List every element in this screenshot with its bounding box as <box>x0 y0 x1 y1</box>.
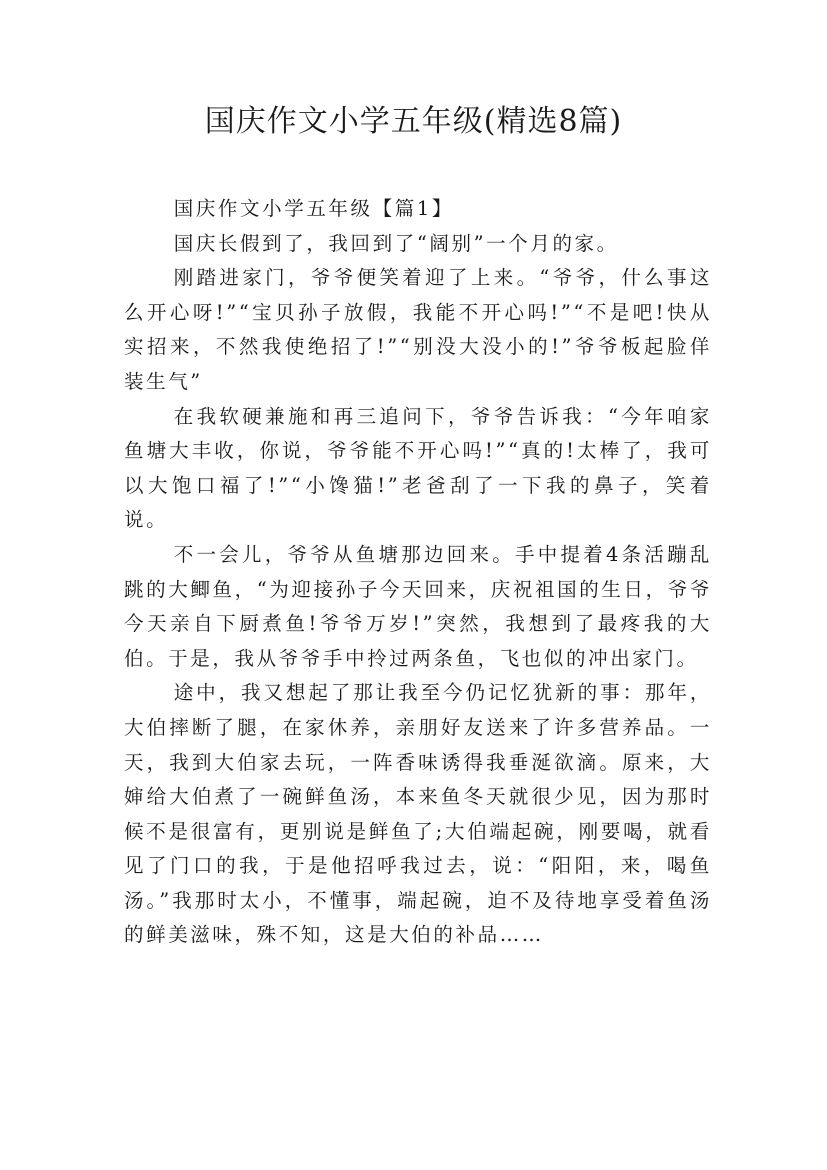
paragraph: 国庆长假到了，我回到了“阔别”一个月的家。 <box>173 231 619 255</box>
paragraph: 在我软硬兼施和再三追问下，爷爷告诉我：“今年咱家鱼塘大丰收，你说，爷爷能不开心吗!”“真的!太棒了，我可以大饱口福了!”“小馋猫!”老爸刮了一下我的鼻子，笑着说。 <box>124 404 712 532</box>
section-heading: 国庆作文小学五年级【篇1】 <box>173 197 454 220</box>
document-title: 国庆作文小学五年级(精选8篇) <box>204 104 623 139</box>
document-body <box>124 192 712 953</box>
paragraph: 途中，我又想起了那让我至今仍记忆犹新的事：那年，大伯摔断了腿，在家休养，亲朋好友送来了许多营养品。一天，我到大伯家去玩，一阵香味诱得我垂涎欲滴。原来，大婶给大伯煮了一碗鲜鱼汤，本来鱼冬天就很少见，因为那时候不是很富有，更别说是鲜鱼了;大伯端起碗，刚要喝，就看见了门口的我，于是他招呼我过去，说：“阳阳，来，喝鱼汤。”我那时太小，不懂事，端起碗，迫不及待地享受着鱼汤的鲜美滋味，殊不知，这是大伯的补品…… <box>124 681 712 947</box>
paragraph: 不一会儿，爷爷从鱼塘那边回来。手中提着4条活蹦乱跳的大鲫鱼，“为迎接孙子今天回来，庆祝祖国的生日，爷爷今天亲自下厨煮鱼!爷爷万岁!”突然，我想到了最疼我的大伯。于是，我从爷爷手中拎过两条鱼，飞也似的冲出家门。 <box>124 542 712 670</box>
paragraph: 刚踏进家门，爷爷便笑着迎了上来。“爷爷，什么事这么开心呀!”“宝贝孙子放假，我能不开心吗!”“不是吧!快从实招来，不然我使绝招了!”“别没大没小的!”爷爷板起脸佯装生气” <box>124 266 712 393</box>
